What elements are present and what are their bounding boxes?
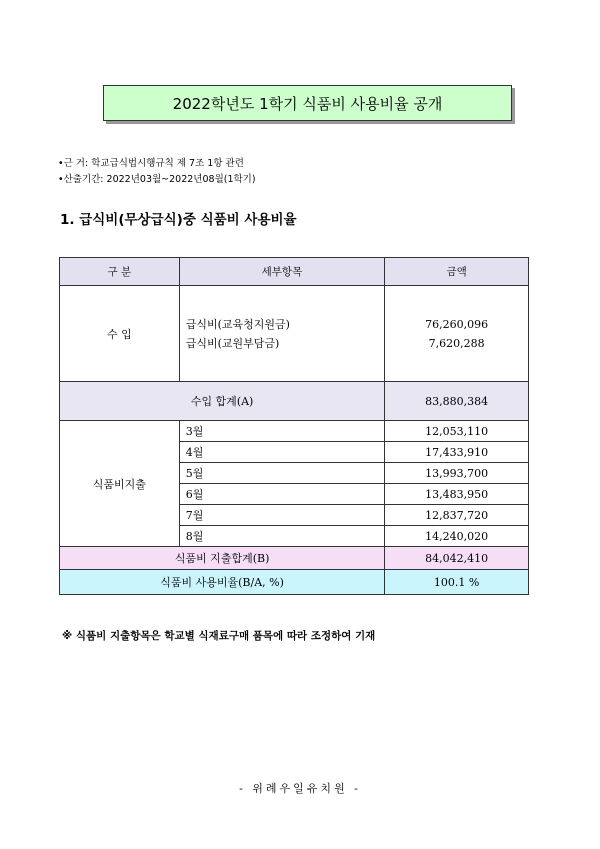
food-cost-table — [59, 257, 529, 595]
month-label: 6월 — [179, 484, 384, 505]
ratio-value: 100.1 % — [385, 570, 529, 595]
footer-kindergarten-name: - 위례우일유치원 - — [239, 782, 361, 795]
page-title — [103, 85, 512, 121]
period-text: 2022년03월~2022년08월(1학기) — [106, 174, 256, 185]
income-row — [60, 286, 529, 382]
income-item-amount: 76,260,096 — [425, 317, 489, 331]
basis-label: •근 거: — [58, 158, 89, 169]
month-amount: 12,053,110 — [385, 421, 529, 442]
income-total-amount: 83,880,384 — [385, 382, 529, 421]
reference-basis — [58, 155, 244, 169]
income-total-label: 수입 합계(A) — [60, 382, 385, 421]
income-items — [179, 286, 384, 382]
income-total-row — [60, 382, 529, 421]
month-label: 8월 — [179, 526, 384, 547]
header-category: 구 분 — [60, 258, 180, 286]
ratio-row — [60, 570, 529, 595]
income-item-name: 급식비(교원부담금) — [185, 336, 280, 350]
income-item-name: 급식비(교육청지원금) — [185, 317, 290, 331]
page-title-text: 2022학년도 1학기 식품비 사용비율 공개 — [172, 94, 443, 113]
month-amount: 12,837,720 — [385, 505, 529, 526]
food-expense-label: 식품비지출 — [60, 421, 180, 547]
month-amount: 14,240,020 — [385, 526, 529, 547]
footnote: ※ 식품비 지출항목은 학교별 식재료구매 품목에 따라 조정하여 기재 — [62, 630, 376, 642]
expense-total-amount: 84,042,410 — [385, 547, 529, 570]
ratio-label: 식품비 사용비율(B/A, %) — [60, 570, 385, 595]
header-amount: 금액 — [385, 258, 529, 286]
table-row — [60, 421, 529, 442]
section-heading: 1. 급식비(무상급식)중 식품비 사용비율 — [60, 212, 297, 228]
income-item-amount: 7,620,288 — [428, 336, 485, 350]
reference-period — [58, 171, 256, 185]
period-label: •산출기간: — [58, 174, 104, 185]
month-label: 5월 — [179, 463, 384, 484]
month-amount: 13,993,700 — [385, 463, 529, 484]
month-amount: 17,433,910 — [385, 442, 529, 463]
header-detail: 세부항목 — [179, 258, 384, 286]
month-amount: 13,483,950 — [385, 484, 529, 505]
expense-total-row — [60, 547, 529, 570]
income-label: 수 입 — [60, 286, 180, 382]
income-amounts — [385, 286, 529, 382]
month-label: 3월 — [179, 421, 384, 442]
expense-total-label: 식품비 지출합계(B) — [60, 547, 385, 570]
basis-text: 학교급식법시행규칙 제 7조 1항 관련 — [91, 158, 244, 169]
month-label: 4월 — [179, 442, 384, 463]
month-label: 7월 — [179, 505, 384, 526]
table-header-row — [60, 258, 529, 286]
